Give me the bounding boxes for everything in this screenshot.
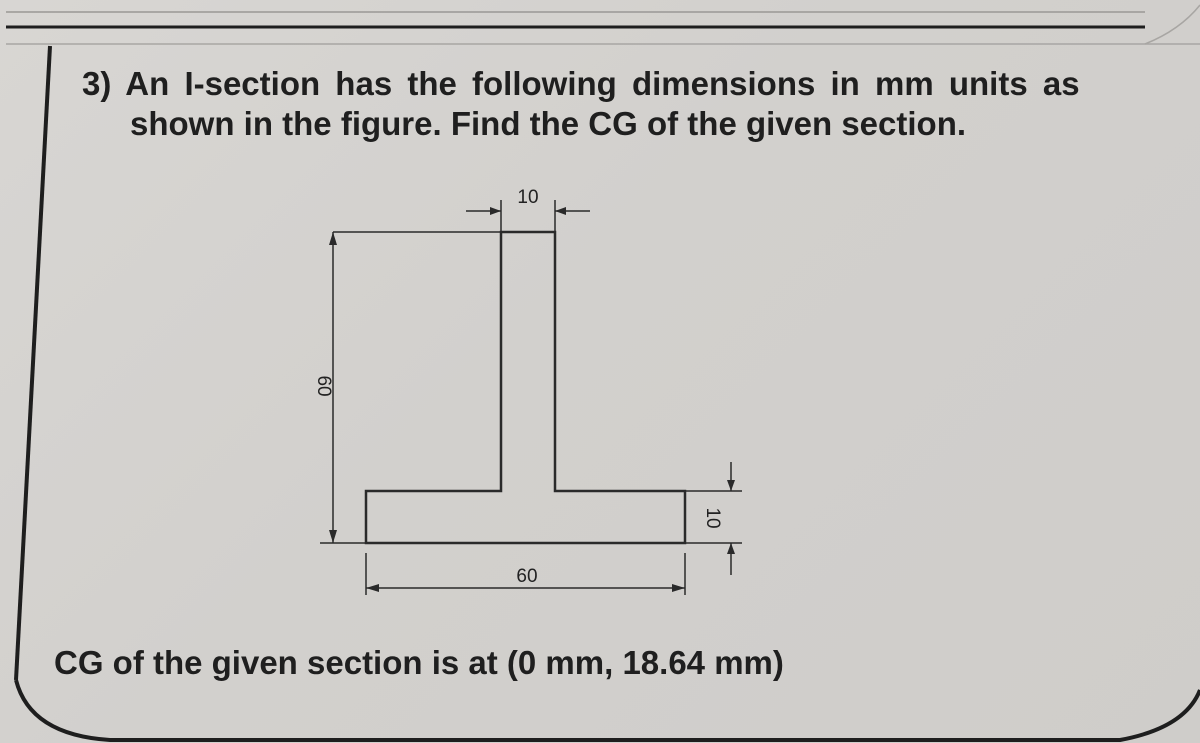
flange-thickness-dimension (685, 462, 742, 575)
total-height-dimension (313, 232, 501, 543)
flange-width-dimension (366, 553, 685, 595)
web-width-dimension (466, 187, 590, 232)
question-line-2: shown in the figure. Find the CG of the given section. (130, 105, 967, 142)
flange-thickness-label: 10 (702, 507, 723, 529)
flange-width-label: 60 (516, 566, 538, 587)
web-width-label: 10 (517, 187, 539, 208)
question-line-1: 3) An I-section has the following dimensions in mm units as (82, 65, 1080, 102)
section-outline (366, 232, 685, 543)
total-height-label: 60 (313, 375, 334, 397)
answer-text: CG of the given section is at (0 mm, 18.64 mm) (54, 644, 784, 681)
